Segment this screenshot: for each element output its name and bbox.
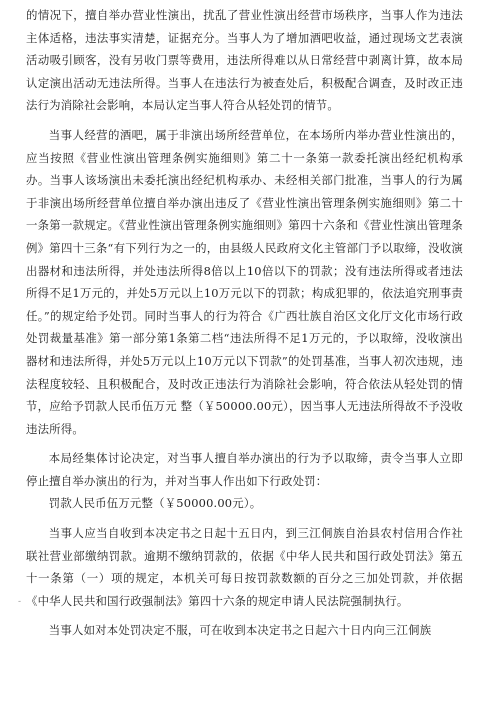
paragraph-legal-basis: 当事人经营的酒吧，属于非演出场所经营单位，在本场所内举办营业性演出的，应当按照《营业性演出管理条例实施细则》第二十一条第一款委托演出经纪机构承办。当事人该场演出未委托演出经纪机构承办、未经相关部门批准，当事人的行为属于非演出场所经营单位擅自举办演出违反了《营业性演出管理条例实施细则》第二十一条第一款规定。《营业性演出管理条例实施细则》第四十六条和《营业性演出管理条例》第四十三条“有下列行为之一的，由县级人民政府文化主管部门予以取缔，没收演出器材和违法所得，并处违法所得8倍以上10倍以下的罚款；没有违法所得或者违法所得不足1万元的，并处5万元以上10万元以下的罚款；构成犯罪的，依法追究刑事责任。”的规定给予处罚。同时当事人的行为符合《广西壮族自治区文化厅文化市场行政处罚裁量基准》第一部分第1条第二档“违法所得不足1万元的，予以取缔，没收演出器材和违法所得，并处5万元以上10万元以下罚款”的处罚基准，当事人初次违规，违法程度较轻、且积极配合，及时改正违法行为消除社会影响，符合依法从轻处罚的情节，应给予罚款人民币伍万元 整（￥50000.00元），因当事人无违法所得故不予没收违法所得。	[26, 127, 463, 436]
paragraph-decision: 本局经集体讨论决定，对当事人擅自举办演出的行为予以取缔，责令当事人立即停止擅自举办演出的行为，并对当事人作出如下行政处罚：	[26, 451, 463, 488]
paragraph-gap	[26, 515, 463, 522]
paragraph-gap	[26, 612, 463, 619]
paragraph-appeal-notice: 当事人如对本处罚决定不服，可在收到本决定书之日起六十日内向三江侗族	[48, 623, 432, 638]
paragraph-circumstances: 的情况下，擅自举办营业性演出，扰乱了营业性演出经营市场秩序，当事人作为违法主体适格，违法事实清楚，证据充分。当事人为了增加酒吧收益，通过现场文艺表演活动吸引顾客，没有另收门票等费用，违法所得难以从日常经营中剥离计算，故本局认定演出活动无违法所得。当事人在违法行为被查处后，积极配合调查，及时改正违法行为消除社会影响，本局认定当事人符合从轻处罚的情节。	[26, 8, 463, 113]
paragraph-gap	[26, 117, 463, 124]
paragraph-penalty-amount: 罚款人民币伍万元整（￥50000.00元）。	[48, 496, 262, 511]
margin-tick-mark: -	[18, 597, 22, 607]
paragraph-payment-notice: 当事人应当自收到本决定书之日起十五日内，到三江侗族自治县农村信用合作社联社营业部缴纳罚款。逾期不缴纳罚款的，依据《中华人民共和国行政处罚法》第五十一条第（一）项的规定，本机关可每日按罚款数额的百分之三加处罚款，并依据《中华人民共和国行政强制法》第四十六条的规定申请人民法院强制执行。	[26, 526, 463, 608]
paragraph-gap	[26, 440, 463, 447]
